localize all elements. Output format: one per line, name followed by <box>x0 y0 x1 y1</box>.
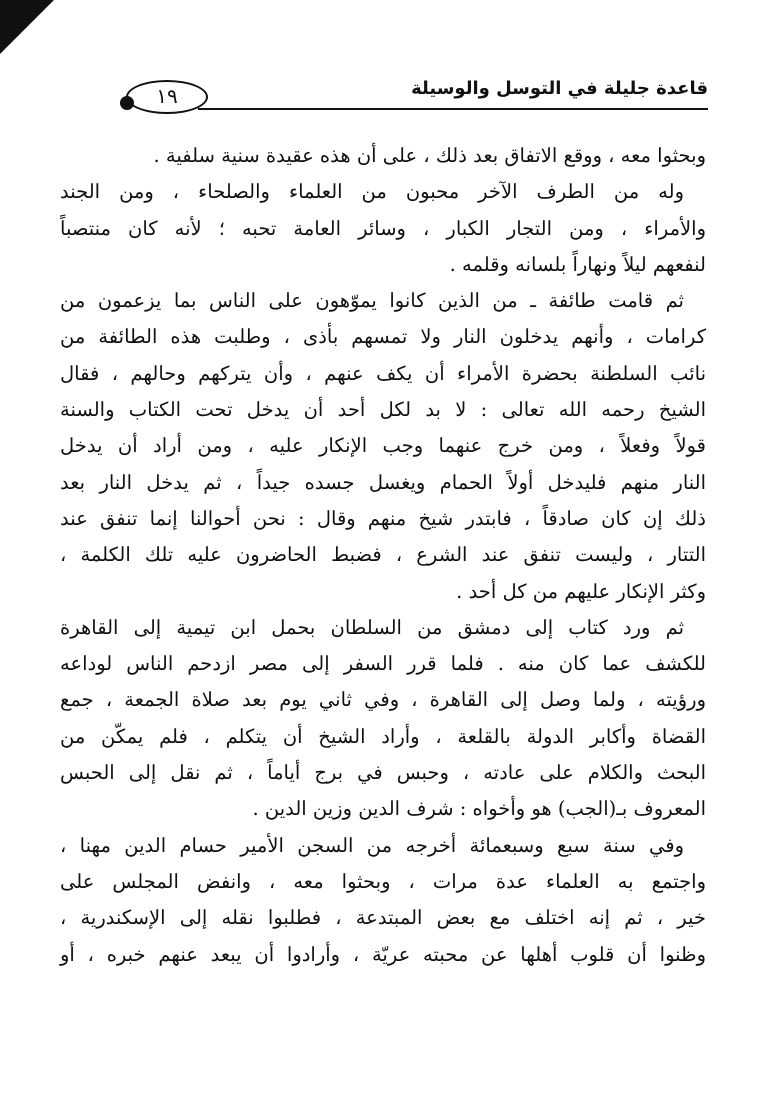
page-title: قاعدة جليلة في التوسل والوسيلة <box>411 78 708 99</box>
header-rule <box>198 108 708 110</box>
page-number-oval <box>126 80 208 114</box>
text-line: وبحثوا معه ، ووقع الاتفاق بعد ذلك ، على أن هذه عقيدة سنية سلفية . <box>153 144 706 167</box>
text-line: كرامات ، وأنهم يدخلون النار ولا تمسهم بأذى ، وطلبت هذه الطائفة من <box>60 325 706 349</box>
text-line: ثم قامت طائفة ـ من الذين كانوا يموّهون على الناس بما يزعمون من <box>60 289 684 313</box>
text-line: والأمراء ، ومن التجار الكبار ، وسائر العامة تحبه ؛ لأنه كان منتصباً <box>60 216 706 240</box>
text-line: وظنوا أن قلوب أهلها عن محبته عريّة ، وأرادوا أن يبعد عنهم خبره ، أو <box>60 942 706 966</box>
text-line: النار منهم فليدخل أولاً الحمام ويغسل جسده جيداً ، ثم يدخل النار بعد <box>60 470 706 494</box>
text-line: خير ، ثم إنه اختلف مع بعض المبتدعة ، فطلبوا نقله إلى الإسكندرية ، <box>60 906 706 930</box>
text-line: المعروف بـ(الجب) هو وأخواه : شرف الدين وزين الدين . <box>252 797 706 821</box>
text-line: وكثر الإنكار عليهم من كل أحد . <box>456 579 706 603</box>
text-line: لنفعهم ليلاً ونهاراً بلسانه وقلمه . <box>449 252 706 276</box>
text-line: واجتمع به العلماء عدة مرات ، وبحثوا معه ، وانفض المجلس على <box>60 869 706 893</box>
text-line: وفي سنة سبع وسبعمائة أخرجه من السجن الأمير حسام الدين مهنا ، <box>60 833 684 857</box>
text-line: ذلك إن كان صادقاً ، فابتدر شيخ منهم وقال : نحن أحوالنا إنما تنفق عند <box>60 506 706 530</box>
page-header <box>118 74 708 118</box>
text-line: التتار ، وليست تنفق عند الشرع ، فضبط الحاضرون عليه تلك الكلمة ، <box>60 543 706 567</box>
page-number: ١٩ <box>156 84 178 108</box>
text-line: البحث والكلام على عادته ، وحبس في برج أياماً ، ثم نقل إلى الحبس <box>60 761 706 785</box>
body-text <box>60 138 706 973</box>
text-line: للكشف عما كان منه . فلما قرر السفر إلى مصر ازدحم الناس لوداعه <box>60 652 706 676</box>
text-line: القضاة وأكابر الدولة بالقلعة ، وأراد الشيخ أن يتكلم ، فلم يمكّن من <box>60 724 706 748</box>
text-line: نائب السلطنة بحضرة الأمراء أن يكف عنهم ، وأن يتركهم وحالهم ، فقال <box>60 361 706 385</box>
text-line: قولاً وفعلاً ، ومن خرج عنهما وجب الإنكار عليه ، ومن أراد أن يدخل <box>60 434 706 458</box>
text-line: ثم ورد كتاب إلى دمشق من السلطان بحمل ابن تيمية إلى القاهرة <box>60 615 684 639</box>
text-line: الشيخ رحمه الله تعالى : لا بد لكل أحد أن يدخل تحت الكتاب والسنة <box>60 398 706 422</box>
text-line: وله من الطرف الآخر محبون من العلماء والصلحاء ، ومن الجند <box>60 180 684 204</box>
corner-mark <box>0 0 54 54</box>
text-line: ورؤيته ، ولما وصل إلى القاهرة ، وفي ثاني يوم بعد صلاة الجمعة ، جمع <box>60 688 706 712</box>
